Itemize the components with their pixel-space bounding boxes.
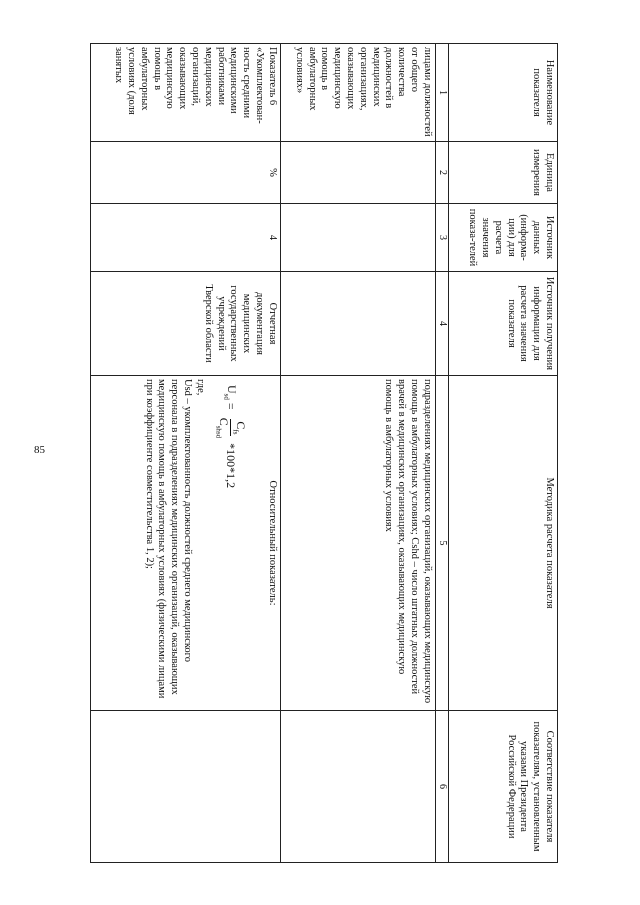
header-indicator-name: Наименование показателя	[449, 44, 558, 142]
header-info-source: Источник получения информации для расчета значения показателя	[449, 272, 558, 376]
formula-lhs: $U_{sd}$	[222, 385, 239, 400]
indicator-name-cell: лицами должностей от общего количества должностей в медицинских организациях, оказывающих медицинскую помощь в амбулаторных условиях»	[280, 44, 435, 142]
column-number-row	[435, 44, 448, 863]
indicator-table	[90, 43, 558, 863]
column-number: 4	[435, 272, 448, 376]
column-number: 5	[435, 376, 448, 711]
formula-where: где,	[194, 379, 206, 396]
table-row	[90, 44, 280, 863]
header-method: Методика расчета показателя	[449, 376, 558, 711]
header-unit: Единица измерения	[449, 142, 558, 204]
formula-numerator: $C_{fs}$	[231, 421, 249, 435]
column-number: 1	[435, 44, 448, 142]
formula-equals: =	[223, 399, 238, 413]
column-number: 3	[435, 204, 448, 272]
column-number: 6	[435, 711, 448, 863]
table-row	[280, 44, 435, 863]
data-source-cell	[280, 204, 435, 272]
method-intro: Относительный показатель:	[266, 480, 278, 606]
info-source-cell: Отчетная документация медицинских государственных учреждений Тверской области	[90, 272, 280, 376]
info-source-cell	[280, 272, 435, 376]
compliance-cell	[280, 711, 435, 863]
header-compliance: Соответствие показателя показателям, установленным указами Президента Российской Федерации	[449, 711, 558, 863]
formula-fraction	[214, 416, 247, 440]
page-number: 85	[34, 444, 45, 456]
header-data-source: Источник данных (информа-ции) для расчета значения показа-телей	[449, 204, 558, 272]
formula	[214, 385, 247, 707]
indicator-name-cell: Показатель 6 «Укомплектован-ность средними медицинскими работниками медицинских организаций, оказывающих медицинскую помощь в амбулаторных условиях (доля занятых	[90, 44, 280, 142]
unit-cell: %	[90, 142, 280, 204]
method-cell: подразделениях медицинских организаций, оказывающих медицинскую помощь в амбулаторных условиях; Cshd – число штатных должностей врачей в медицинских организациях, оказывающих медицинскую помощь в амбулаторных условиях	[280, 376, 435, 711]
unit-cell	[280, 142, 435, 204]
method-cell	[90, 376, 280, 711]
compliance-cell	[90, 711, 280, 863]
data-source-cell: 4	[90, 204, 280, 272]
rotated-table-container	[70, 43, 558, 862]
formula-tail: *100*1,2	[223, 443, 238, 489]
method-text: Usd – укомплектованность должностей среднего медицинского персонала в подразделениях медицинских организаций, оказывающих медицинскую помощь в амбулаторных условиях (физическими лицами при коэффициенте совместительства 1, 2);	[143, 379, 194, 699]
header-row	[449, 44, 558, 863]
column-number: 2	[435, 142, 448, 204]
formula-denominator: $C_{shsd}$	[214, 417, 231, 439]
